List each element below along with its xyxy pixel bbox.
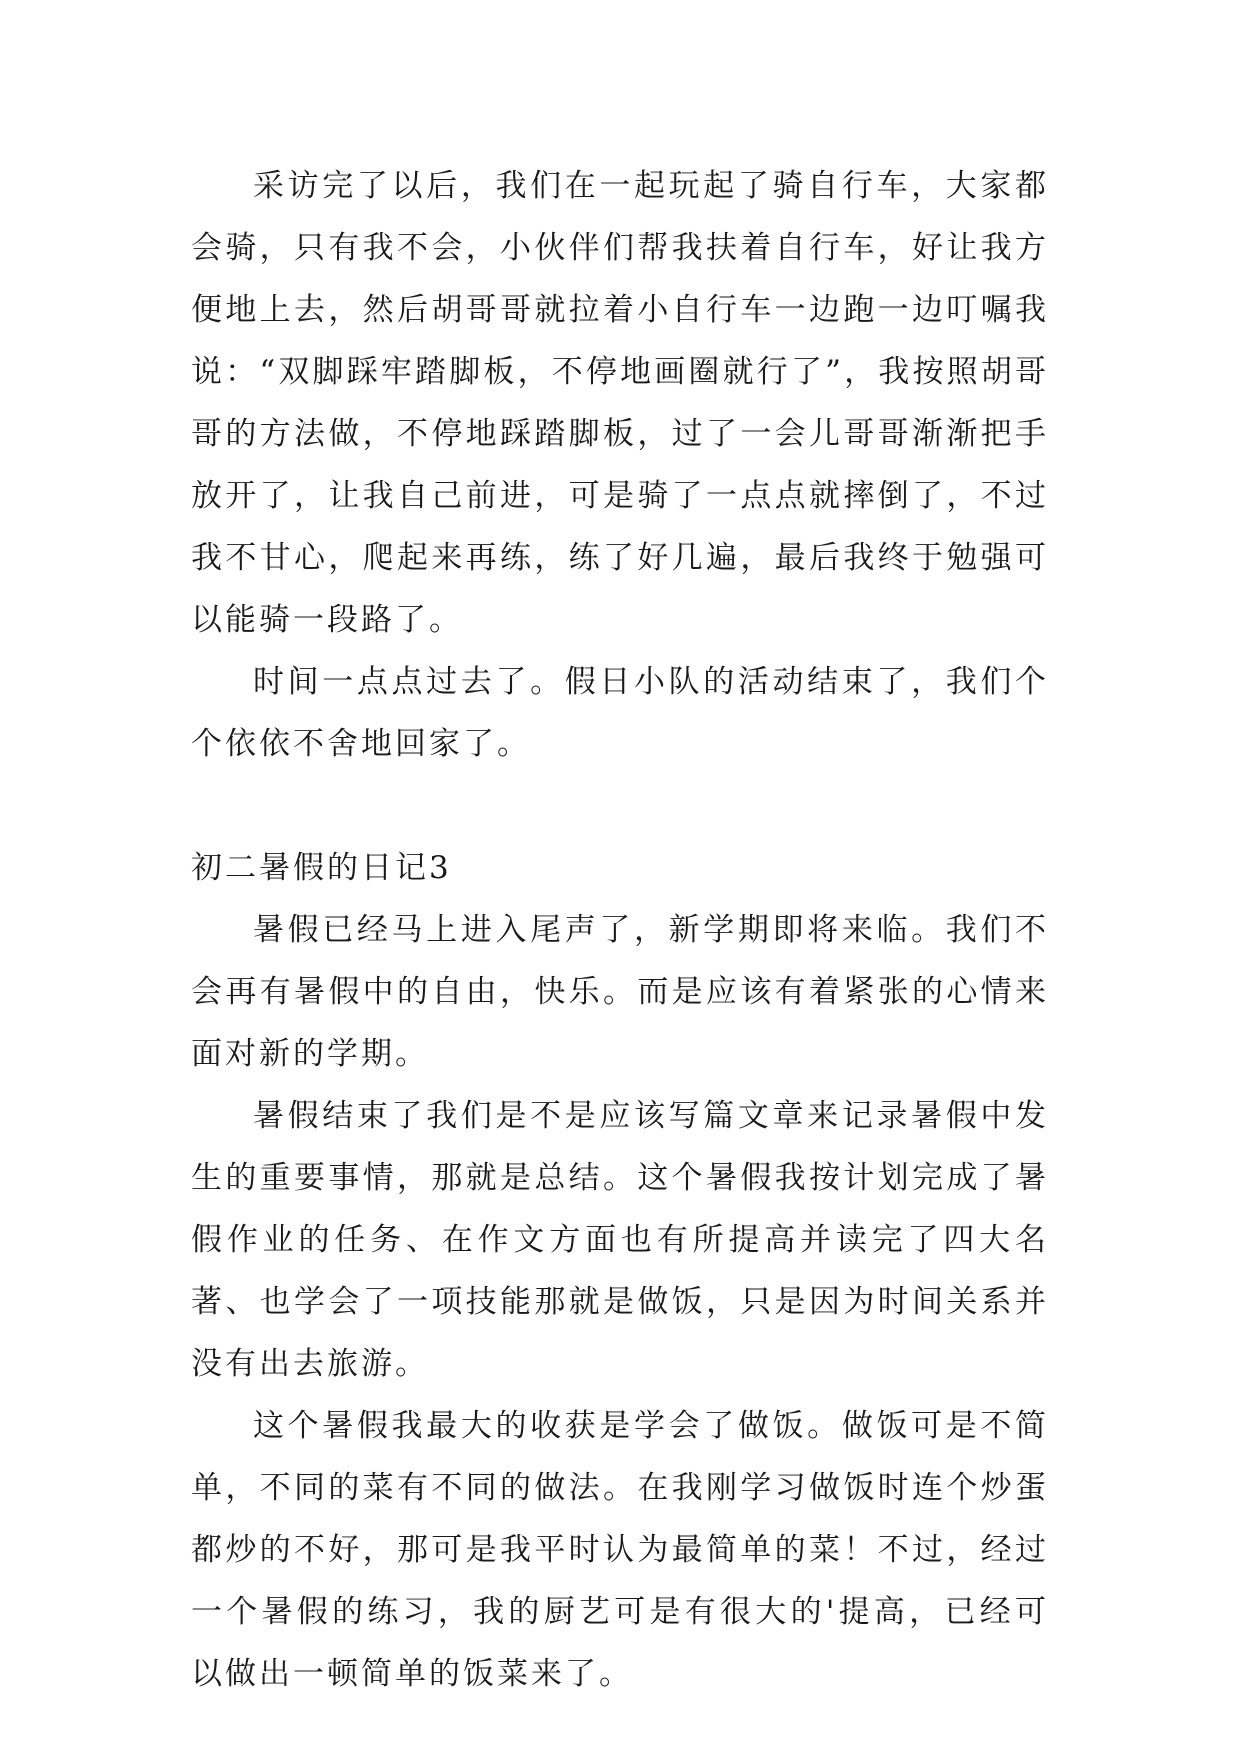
paragraph: 这个暑假我最大的收获是学会了做饭。做饭可是不简单，不同的菜有不同的做法。在我刚学习做饭时连个炒蛋都炒的不好，那可是我平时认为最简单的菜！不过，经过一个暑假的练习，我的厨艺可是有很大的'提高，已经可以做出一顿简单的饭菜来了。 (191, 1408, 1049, 1692)
document-body (191, 155, 1049, 1705)
paragraph: 时间一点点过去了。假日小队的活动结束了，我们个个依依不舍地回家了。 (191, 664, 1049, 762)
section-title: 初二暑假的日记3 (191, 850, 452, 886)
paragraph: 暑假结束了我们是不是应该写篇文章来记录暑假中发生的重要事情，那就是总结。这个暑假我按计划完成了暑假作业的任务、在作文方面也有所提高并读完了四大名著、也学会了一项技能那就是做饭，只是因为时间关系并没有出去旅游。 (191, 1098, 1049, 1382)
paragraph: 暑假已经马上进入尾声了，新学期即将来临。我们不会再有暑假中的自由，快乐。而是应该有着紧张的心情来面对新的学期。 (191, 912, 1049, 1072)
paragraph: 采访完了以后，我们在一起玩起了骑自行车，大家都会骑，只有我不会，小伙伴们帮我扶着自行车，好让我方便地上去，然后胡哥哥就拉着小自行车一边跑一边叮嘱我说：“双脚踩牢踏脚板，不停地画圈就行了”，我按照胡哥哥的方法做，不停地踩踏脚板，过了一会儿哥哥渐渐把手放开了，让我自己前进，可是骑了一点点就摔倒了，不过我不甘心，爬起来再练，练了好几遍，最后我终于勉强可以能骑一段路了。 (191, 168, 1049, 638)
